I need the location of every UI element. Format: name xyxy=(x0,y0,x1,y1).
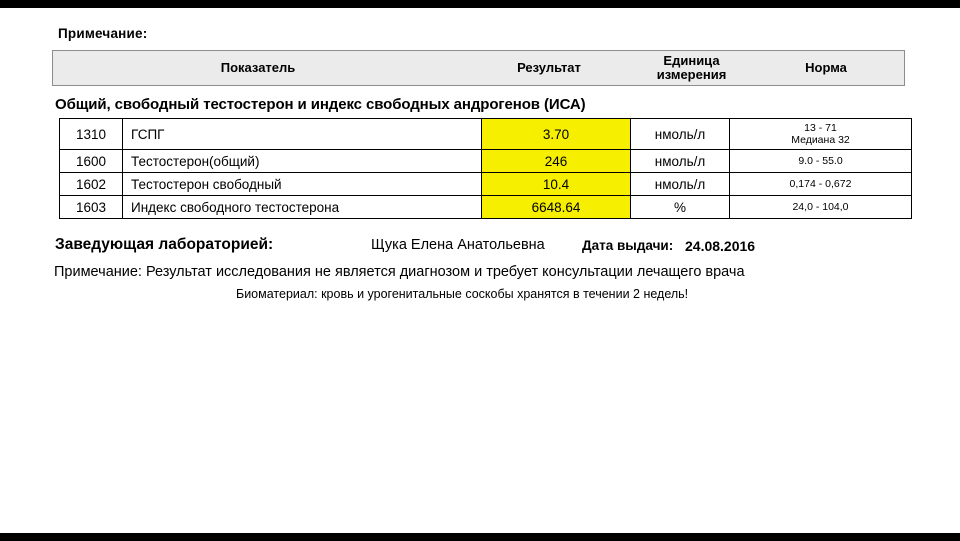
results-table xyxy=(59,118,912,219)
row-result: 246 xyxy=(482,150,631,173)
signature-title: Заведующая лабораторией: xyxy=(55,236,274,253)
row-name: Тестостерон(общий) xyxy=(123,150,482,173)
issue-date-value: 24.08.2016 xyxy=(685,238,756,254)
row-result: 6648.64 xyxy=(482,196,631,219)
table-row xyxy=(60,119,912,150)
row-name: Тестостерон свободный xyxy=(123,173,482,196)
row-norm-line2: Медиана 32 xyxy=(791,134,850,146)
signature-row xyxy=(55,236,905,256)
row-code: 1602 xyxy=(60,173,123,196)
row-norm: 24,0 - 104,0 xyxy=(730,196,912,219)
row-code: 1310 xyxy=(60,119,123,150)
row-result: 3.70 xyxy=(482,119,631,150)
issue-date-label: Дата выдачи: xyxy=(582,238,674,253)
letterbox-bottom xyxy=(0,533,960,541)
header-unit-line1: Единица xyxy=(663,53,720,68)
row-unit: % xyxy=(631,196,730,219)
row-norm-line1: 13 - 71 xyxy=(804,122,837,134)
table-row xyxy=(60,196,912,219)
header-norm: Норма xyxy=(805,60,847,75)
table-row xyxy=(60,173,912,196)
table-header-row xyxy=(52,50,905,86)
header-indicator: Показатель xyxy=(220,60,296,75)
row-code: 1600 xyxy=(60,150,123,173)
note-label: Примечание: xyxy=(58,26,148,41)
letterbox-top xyxy=(0,0,960,8)
signature-name: Щука Елена Анатольевна xyxy=(371,237,545,253)
row-unit: нмоль/л xyxy=(631,173,730,196)
row-unit: нмоль/л xyxy=(631,150,730,173)
footnote-biomaterial: Биоматериал: кровь и урогенитальные соскобы хранятся в течении 2 недель! xyxy=(236,287,689,301)
row-name: ГСПГ xyxy=(123,119,482,150)
row-norm: 9.0 - 55.0 xyxy=(730,150,912,173)
row-unit: нмоль/л xyxy=(631,119,730,150)
section-title: Общий, свободный тестостерон и индекс свободных андрогенов (ИСА) xyxy=(55,96,586,113)
header-result: Результат xyxy=(517,60,581,75)
row-code: 1603 xyxy=(60,196,123,219)
table-row xyxy=(60,150,912,173)
header-unit xyxy=(635,54,748,82)
header-unit-line2: измерения xyxy=(656,67,727,82)
footnote-disclaimer: Примечание: Результат исследования не является диагнозом и требует консультации лечащего врача xyxy=(54,264,745,280)
document-sheet xyxy=(0,8,960,533)
row-norm: 0,174 - 0,672 xyxy=(730,173,912,196)
row-result: 10.4 xyxy=(482,173,631,196)
row-norm xyxy=(730,119,912,150)
row-name: Индекс свободного тестостерона xyxy=(123,196,482,219)
